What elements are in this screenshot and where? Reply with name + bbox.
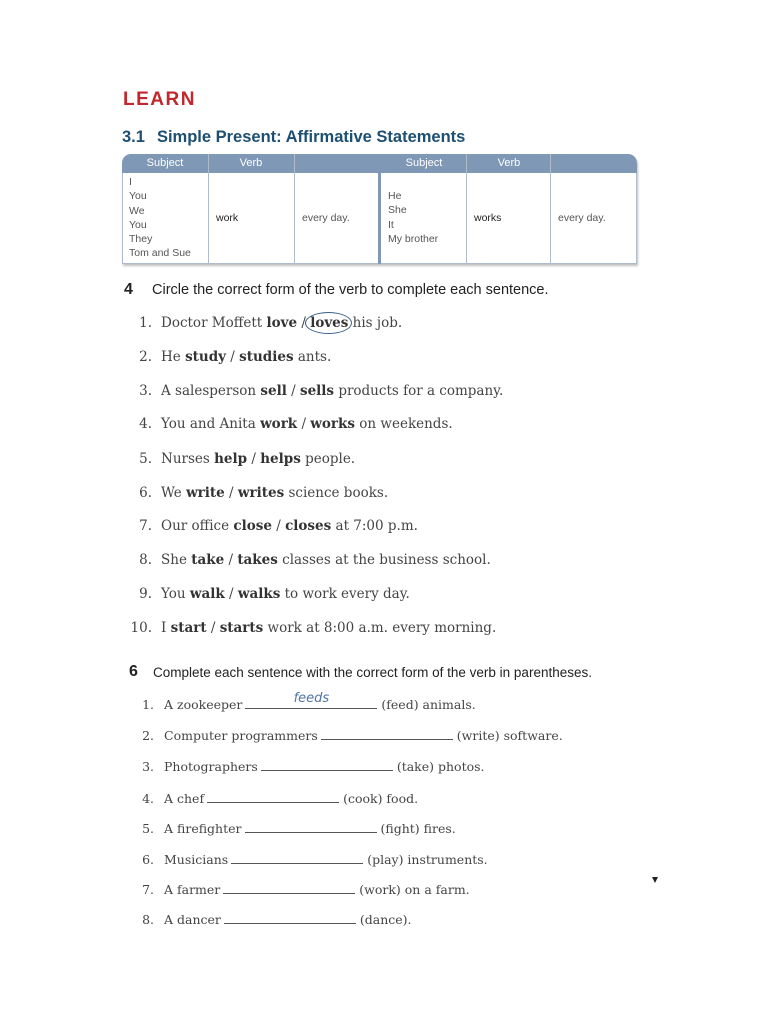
item-post: (play) instruments. <box>367 852 488 867</box>
item-pre: He <box>161 349 186 365</box>
exercise-6-item <box>142 851 488 867</box>
exercise-6-instruction: Complete each sentence with the correct form of the verb in parentheses. <box>153 665 592 680</box>
choice-a[interactable]: walk <box>189 586 225 602</box>
section-number: 3.1 <box>122 128 145 146</box>
item-pre: Nurses <box>161 451 215 467</box>
column-divider <box>550 154 551 264</box>
item-pre: A dancer <box>164 912 221 927</box>
item-post: (take) photos. <box>396 759 485 774</box>
item-post: (write) software. <box>456 728 563 743</box>
answer-blank[interactable] <box>224 911 356 924</box>
item-post: (feed) animals. <box>381 697 476 712</box>
exercise-6-item <box>142 727 563 743</box>
left-verb: work <box>216 212 239 224</box>
handwritten-answer: feeds <box>293 691 330 706</box>
cursor-marker-icon <box>652 877 658 883</box>
item-number: 5. <box>142 821 154 836</box>
column-divider <box>294 154 295 264</box>
item-post: his job. <box>348 315 403 331</box>
header-verb-right: Verb <box>497 157 521 169</box>
exercise-6-item <box>142 758 485 774</box>
right-time: every day. <box>558 212 606 224</box>
item-pre: You and Anita <box>161 416 261 432</box>
item-pre: Musicians <box>164 852 229 867</box>
item-number: 6. <box>142 852 154 867</box>
subject: He <box>388 190 402 202</box>
item-number: 4. <box>139 416 152 432</box>
exercise-4-item: 5. Nurses help / helps people. <box>130 451 355 467</box>
exercise-4-item: 1. Doctor Moffett love / loves his job. <box>130 315 402 331</box>
item-pre: Photographers <box>164 759 258 774</box>
choice-a[interactable]: write <box>186 485 225 501</box>
section-title <box>122 128 465 147</box>
item-number: 3. <box>139 383 152 399</box>
header-empty-left <box>294 154 378 173</box>
subject: Tom and Sue <box>129 247 191 260</box>
choice-a[interactable]: study <box>185 349 226 365</box>
choice-a[interactable]: sell <box>260 383 287 399</box>
exercise-4-item: 6. We write / writes science books. <box>130 485 388 501</box>
header-subject-right: Subject <box>405 157 443 169</box>
column-divider <box>208 154 209 264</box>
item-number: 4. <box>142 791 154 806</box>
subject: My brother <box>388 232 439 245</box>
subject: She <box>388 204 407 217</box>
exercise-4-item: 4. You and Anita work / works on weekends. <box>130 416 453 432</box>
choice-b[interactable]: works <box>310 416 355 432</box>
item-number: 6. <box>139 485 152 501</box>
choice-a[interactable]: close <box>233 518 272 534</box>
header-empty-right <box>551 154 637 173</box>
answer-blank[interactable] <box>207 790 339 803</box>
item-number: 5. <box>139 451 152 467</box>
subject: We <box>129 204 145 217</box>
answer-blank[interactable] <box>245 820 377 833</box>
choice-b-circled[interactable]: loves <box>310 315 349 331</box>
item-number: 2. <box>139 349 152 365</box>
item-number: 3. <box>142 759 154 774</box>
exercise-4-item: 7. Our office close / closes at 7:00 p.m. <box>130 518 418 534</box>
item-pre: We <box>161 485 187 501</box>
section-title-text: Simple Present: Affirmative Statements <box>156 128 466 146</box>
item-number: 9. <box>139 586 152 602</box>
left-time: every day. <box>302 212 350 224</box>
item-number: 8. <box>139 552 152 568</box>
item-number: 7. <box>139 518 152 534</box>
center-divider <box>378 154 381 264</box>
item-post: (cook) food. <box>343 791 419 806</box>
exercise-4-item: 9. You walk / walks to work every day. <box>130 586 410 602</box>
subject: It <box>388 218 394 231</box>
item-post: classes at the business school. <box>277 552 491 568</box>
item-post: science books. <box>284 485 389 501</box>
item-number: 2. <box>142 728 154 743</box>
subject: They <box>129 233 153 246</box>
item-post: products for a company. <box>334 383 504 399</box>
exercise-6-item <box>142 881 470 897</box>
item-post: on weekends. <box>355 416 453 432</box>
item-pre: A firefighter <box>164 821 242 836</box>
header-verb-left: Verb <box>239 157 263 169</box>
item-pre: A salesperson <box>161 383 261 399</box>
choice-b[interactable]: starts <box>219 620 264 636</box>
answer-blank[interactable] <box>261 758 393 771</box>
subject: I <box>129 176 132 188</box>
item-post: at 7:00 p.m. <box>331 518 418 534</box>
right-subjects <box>388 189 438 246</box>
grammar-table <box>122 154 637 264</box>
item-pre: She <box>161 552 192 568</box>
item-number: 1. <box>142 697 154 712</box>
item-post: people. <box>300 451 356 467</box>
choice-a[interactable]: take <box>191 552 225 568</box>
choice-b[interactable]: helps <box>260 451 301 467</box>
exercise-6-number: 6 <box>129 663 138 680</box>
item-post: ants. <box>293 349 332 365</box>
subject: You <box>129 190 147 203</box>
choice-a[interactable]: love <box>266 315 298 331</box>
item-pre: Doctor Moffett <box>161 315 267 331</box>
item-post: (dance). <box>359 912 412 927</box>
choice-a[interactable]: help <box>214 451 248 467</box>
choice-b[interactable]: studies <box>239 349 294 365</box>
exercise-4-item: 10. I start / starts work at 8:00 a.m. every morning. <box>130 620 497 636</box>
choice-a[interactable]: start <box>170 620 207 636</box>
choice-b[interactable]: closes <box>285 518 332 534</box>
choice-b[interactable]: writes <box>237 485 285 501</box>
exercise-6-item <box>142 820 456 836</box>
item-post: work at 8:00 a.m. every morning. <box>263 620 497 636</box>
exercise-4-number: 4 <box>124 281 133 298</box>
choice-b[interactable]: takes <box>237 552 278 568</box>
learn-heading: LEARN <box>123 89 196 110</box>
left-subjects <box>129 175 191 261</box>
column-divider <box>466 154 467 264</box>
item-pre: You <box>161 586 190 602</box>
answer-blank[interactable] <box>245 691 377 709</box>
answer-blank[interactable] <box>231 851 363 864</box>
exercise-4-instruction: Circle the correct form of the verb to complete each sentence. <box>152 282 549 298</box>
item-number: 10. <box>130 620 152 636</box>
item-pre: A chef <box>164 791 205 806</box>
answer-blank[interactable] <box>321 727 453 740</box>
right-verb: works <box>474 212 502 224</box>
item-number: 8. <box>142 912 154 927</box>
exercise-6-item <box>142 790 418 806</box>
item-pre: A zookeeper <box>164 697 243 712</box>
choice-a[interactable]: work <box>260 416 298 432</box>
exercise-6-item <box>142 911 412 927</box>
item-pre: I <box>161 620 171 636</box>
exercise-6-item <box>142 691 476 712</box>
subject: You <box>129 218 147 231</box>
item-number: 1. <box>139 315 152 331</box>
exercise-4-item: 2. He study / studies ants. <box>130 349 331 365</box>
answer-blank[interactable] <box>223 881 355 894</box>
item-pre: Our office <box>161 518 234 534</box>
item-post: to work every day. <box>280 586 410 602</box>
item-post: (fight) fires. <box>380 821 456 836</box>
exercise-4-item: 3. A salesperson sell / sells products for a company. <box>130 383 503 399</box>
header-subject-left: Subject <box>146 157 184 169</box>
choice-b[interactable]: walks <box>237 586 281 602</box>
choice-b[interactable]: sells <box>299 383 335 399</box>
item-pre: Computer programmers <box>164 728 318 743</box>
item-post: (work) on a farm. <box>359 882 470 897</box>
exercise-4-item: 8. She take / takes classes at the business school. <box>130 552 491 568</box>
item-pre: A farmer <box>164 882 221 897</box>
item-number: 7. <box>142 882 154 897</box>
